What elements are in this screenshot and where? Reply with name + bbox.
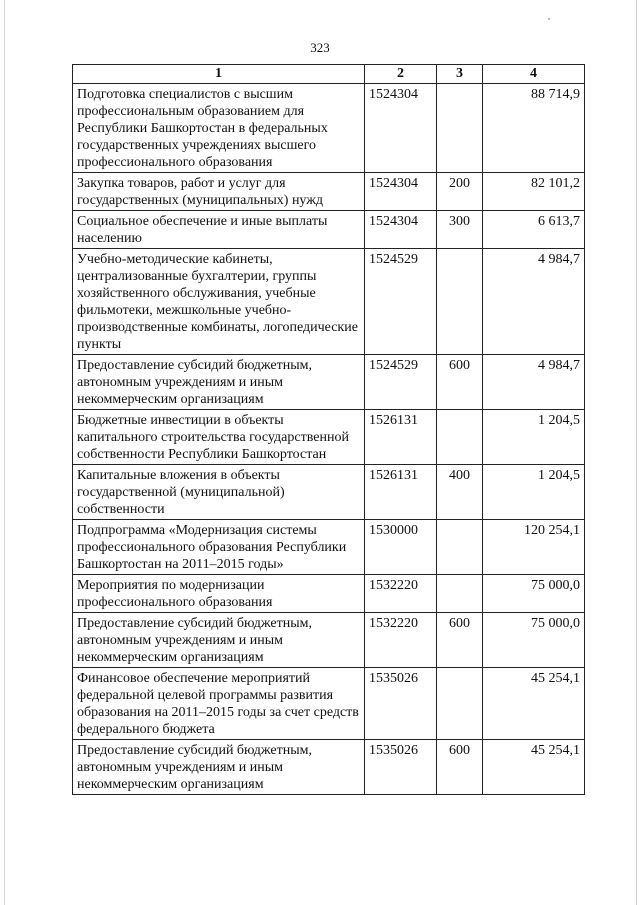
row-code: 1526131 [365,465,437,520]
page-number: 323 [310,40,330,55]
row-amount: 75 000,0 [483,575,585,613]
table-row [73,740,585,795]
row-type [437,249,483,355]
row-name: Подпрограмма «Модернизация системы профессионального образования Республики Башкортостан на 2011–2015 годы» [73,520,365,575]
row-name: Закупка товаров, работ и услуг для государственных (муниципальных) нужд [73,173,365,211]
row-type [437,575,483,613]
header-col-4: 4 [483,65,585,84]
row-amount: 82 101,2 [483,173,585,211]
table-row [73,410,585,465]
row-type: 600 [437,355,483,410]
row-amount: 4 984,7 [483,249,585,355]
table-row [73,613,585,668]
table-row [73,211,585,249]
row-name: Предоставление субсидий бюджетным, автономным учреждениям и иным некоммерческим организациям [73,355,365,410]
table-row [73,668,585,740]
row-name: Предоставление субсидий бюджетным, автономным учреждениям и иным некоммерческим организациям [73,740,365,795]
row-amount: 45 254,1 [483,740,585,795]
row-amount: 6 613,7 [483,211,585,249]
row-type [437,520,483,575]
row-code: 1524304 [365,173,437,211]
row-code: 1524529 [365,355,437,410]
row-type: 300 [437,211,483,249]
table-row [73,520,585,575]
row-amount: 4 984,7 [483,355,585,410]
table-header-row [73,65,585,84]
row-amount: 75 000,0 [483,613,585,668]
table-row [73,173,585,211]
row-code: 1524304 [365,211,437,249]
row-amount: 45 254,1 [483,668,585,740]
row-type: 600 [437,740,483,795]
row-type [437,668,483,740]
scan-edge-right [636,0,637,905]
row-name: Подготовка специалистов с высшим профессиональным образованием для Республики Башкортостан в федеральных государственных учреждениях высшего профессионального образования [73,84,365,173]
row-code: 1530000 [365,520,437,575]
row-code: 1535026 [365,668,437,740]
row-amount: 88 714,9 [483,84,585,173]
row-code: 1532220 [365,613,437,668]
row-code: 1526131 [365,410,437,465]
row-type: 400 [437,465,483,520]
row-amount: 1 204,5 [483,465,585,520]
table-row [73,249,585,355]
row-type [437,84,483,173]
row-name: Мероприятия по модернизации профессионального образования [73,575,365,613]
header-col-2: 2 [365,65,437,84]
row-code: 1524529 [365,249,437,355]
table-row [73,84,585,173]
row-type [437,410,483,465]
row-amount: 120 254,1 [483,520,585,575]
row-type: 600 [437,613,483,668]
row-code: 1524304 [365,84,437,173]
table-row [73,465,585,520]
header-col-3: 3 [437,65,483,84]
row-name: Социальное обеспечение и иные выплаты населению [73,211,365,249]
table-row [73,575,585,613]
row-code: 1532220 [365,575,437,613]
table-row [73,355,585,410]
budget-table [72,64,585,795]
row-name: Предоставление субсидий бюджетным, автономным учреждениям и иным некоммерческим организациям [73,613,365,668]
scan-edge-left [4,0,5,905]
scan-speck [548,18,550,20]
row-name: Учебно-методические кабинеты, централизованные бухгалтерии, группы хозяйственного обслуживания, учебные фильмотеки, межшкольные учебно-производственные комбинаты, логопедические пункты [73,249,365,355]
row-name: Капитальные вложения в объекты государственной (муниципальной) собственности [73,465,365,520]
row-type: 200 [437,173,483,211]
row-name: Финансовое обеспечение мероприятий федеральной целевой программы развития образования на 2011–2015 годы за счет средств федерального бюджета [73,668,365,740]
row-amount: 1 204,5 [483,410,585,465]
row-name: Бюджетные инвестиции в объекты капитального строительства государственной собственности Республики Башкортостан [73,410,365,465]
row-code: 1535026 [365,740,437,795]
header-col-1: 1 [73,65,365,84]
